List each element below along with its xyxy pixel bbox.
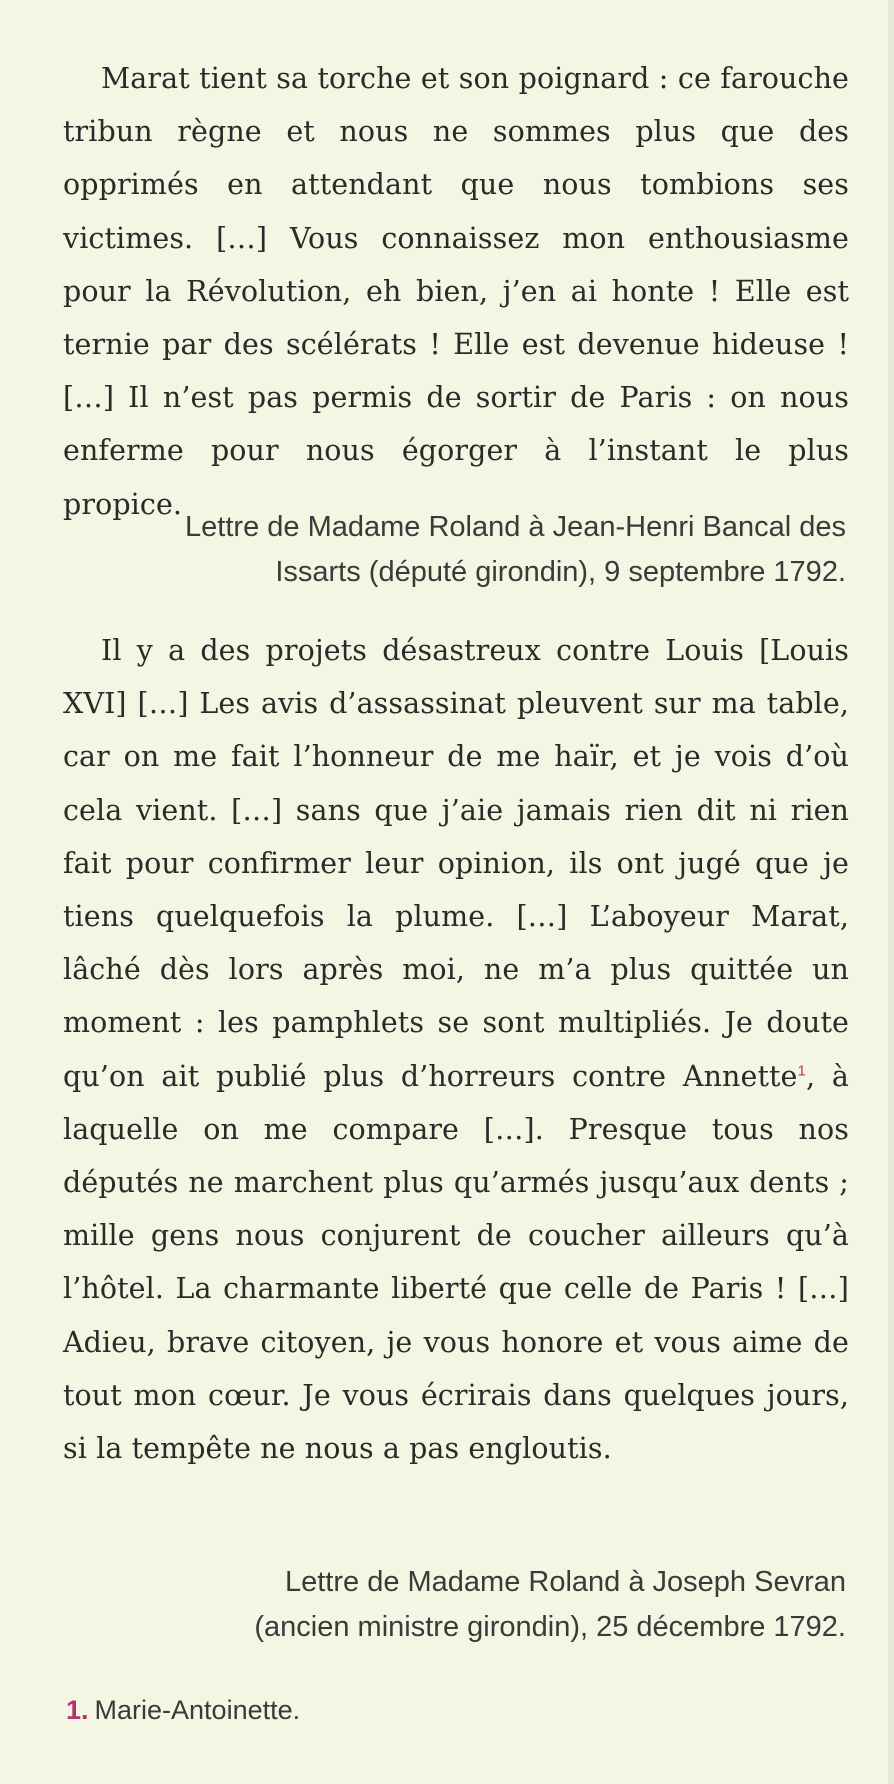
footnote-number: 1. <box>66 1695 89 1725</box>
source-2-line-1: Lettre de Madame Roland à Joseph Sevran <box>284 1566 846 1598</box>
footnote-reference[interactable]: 1 <box>797 1062 806 1080</box>
quote-2-text-before-ref: Il y a des projets désastreux contre Louis [Louis XVI] […] Les avis d’assassinat pleuvent sur ma table, car on me fait l’honneur de me haïr, et je vois d’où cela vient. […] sans que j’aie jamais rien dit ni rien fait pour confirmer leur opinion, ils ont jugé que je tiens quelquefois la plume. […] L’aboyeur Marat, lâché dès lors après moi, ne m’a plus quittée un moment : les pamphlets se sont multipliés. Je doute qu’on ait publié plus d’horreurs contre Annette <box>63 634 849 1093</box>
quote-paragraph-1 <box>63 52 849 531</box>
source-1-line-2: Issarts (député girondin), 9 septembre 1792. <box>275 556 846 588</box>
page-edge-shadow <box>888 0 894 1784</box>
quote-paragraph-2 <box>63 624 849 1475</box>
source-2-line-2: (ancien ministre girondin), 25 décembre 1792. <box>254 1611 846 1643</box>
source-1-line-1: Lettre de Madame Roland à Jean-Henri Bancal des <box>185 511 846 543</box>
quote-1-text: Marat tient sa torche et son poignard : ce farouche tribun règne et nous ne sommes plus que des opprimés en attendant que nous tombions ses victimes. […] Vous connaissez mon enthousiasme pour la Révolution, eh bien, j’en ai honte ! Elle est ternie par des scélérats ! Elle est devenue hideuse ! […] Il n’est pas permis de sortir de Paris : on nous enferme pour nous égorger à l’instant le plus propice. <box>63 62 849 521</box>
source-citation-2 <box>146 1560 846 1650</box>
source-citation-1 <box>56 505 846 595</box>
quote-2-text-after-ref: , à laquelle on me compare […]. Presque tous nos députés ne marchent plus qu’armés jusqu’aux dents ; mille gens nous conjurent de coucher ailleurs qu’à l’hôtel. La charmante liberté que celle de Paris ! […] Adieu, brave citoyen, je vous honore et vous aime de tout mon cœur. Je vous écrirais dans quelques jours, si la tempête ne nous a pas engloutis. <box>63 1059 849 1466</box>
footnote-text: Marie-Antoinette. <box>94 1695 301 1725</box>
footnote <box>66 1690 300 1730</box>
